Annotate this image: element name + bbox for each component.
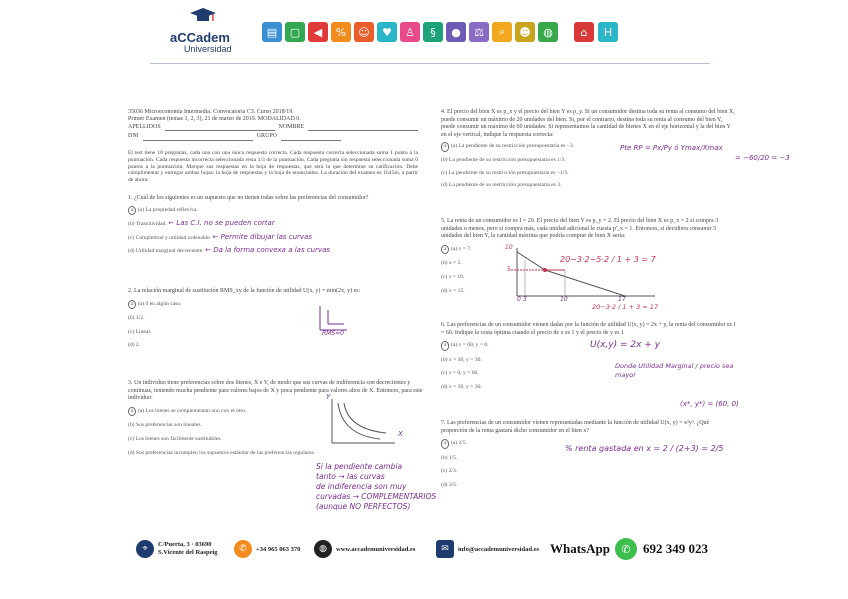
q5-tick-x-3: 3 [523, 296, 527, 303]
question-7: 7. Las preferencias de un consumidor vienen representadas mediante la función de utilidad U(x, y) = x²y³. ¿Qué proporción de la renta gastará dicho consumidor en el bien x? a (a) 2/5. (b) 1/5. (c) 2/3. (d) 3/5. [441, 420, 710, 488]
q4-note-result: = −60/20 = −3 [735, 154, 790, 162]
globe-icon: ◍ [314, 540, 332, 558]
question-4: 4. El precio del bien X es p_x y el precio del bien Y es p_y. Si un consumidor destina toda su renta al consumo del bien X, puede consumir un máximo de 20 unidades del bien. Si, por el contrario, destina toda su renta al consumo del bien Y, puede consumir un máximo de 60 unidades. Si representamos la cantidad de bienes X en el eje horizontal y la del bien Y en el eje vertical, indique la respuesta correcta: a (a) La pendiente de su restricción presupuestaria es −3. (b) La pendiente de su restricción presupuestaria es 1/3. (c) La pendiente de su restricción presupuestaria es −1/3. (d) La pendiente de su restricción presupuestaria es 3. [441, 109, 735, 189]
question-1: 1. ¿Cuál de los siguientes es un supuesto que no tienen todas sobre las preferencias del consumidor? a (a) La propiedad reflexiva. (b) Transitividad. ← Las C.I. no se pueden cortar (c) Completitud y utilidad ordenable. ← Permite dibujar las curvas (d) Utilidad marginal decreciente. ← Da la forma convexa a las curvas [128, 195, 369, 255]
q5-tick-x-10: 10 [560, 296, 568, 303]
q5-tick-y-5: 5 [507, 266, 511, 273]
footer-web[interactable]: ◍ www.accademuniversidad.es [314, 540, 415, 558]
email-icon: ✉ [436, 540, 454, 558]
globe-icon[interactable]: ◍ [538, 22, 558, 42]
exam-session: Primer Examen (temas 1, 2, 3), 21 de marzo de 2019. MODALIDAD 0. [128, 116, 301, 123]
document-icon[interactable]: ▢ [285, 22, 305, 42]
megaphone-icon[interactable]: ◀ [308, 22, 328, 42]
id-line: DNI GRUPO [128, 133, 418, 140]
person-icon[interactable]: ♙ [400, 22, 420, 42]
answer-mark: a [128, 407, 136, 417]
question-6: 6. Las preferencias de un consumidor vienen dadas por la función de utilidad U(x, y) = 2x + y, la renta del consumidor es I = 60. Indique la cesta óptima cuando el precio de x es 1 y el precio de y es 1 a (a) x = 60, y = 0. (b) x = 30, y = 30. (c) x = 0, y = 60. (d) x = 30, y = 30. [441, 322, 736, 390]
footer-phone[interactable]: ✆ +34 965 063 370 [234, 540, 300, 558]
name-line: APELLIDOS NOMBRE [128, 124, 418, 131]
percent-icon[interactable]: % [331, 22, 351, 42]
whatsapp-label: WhatsApp [550, 541, 610, 556]
question-3: 3. Un individuo tiene preferencias sobre dos bienes, X e Y, de modo que sus curvas de indiferencia son decrecientes y continuas, teniendo mucha pendiente para valores bajos de X y poca pendiente para valores altos de X. Entonces, para este individuo: a (a) Los bienes se complementan uno con el otro. (b) Sus preferencias son lineales. (c) Los bienes son fácilmente sustituibles. (d) Sus preferencias incumplen los supuestos estándar de las preferencias regulares. [128, 380, 423, 456]
q5-note-calc2: 20−3·2 / 1 + 3 = 17 [592, 303, 659, 311]
exam-course: 35036 Microeconomía Intermedia. Convocatoria C3. Curso 2018/19. [128, 109, 294, 115]
answer-mark: a [441, 439, 449, 449]
footer-address: ⌖ C/Puerta, 3 · 03690 S.Vicente del Raspeig [136, 540, 218, 558]
q5-tick-x-17: 17 [618, 296, 626, 303]
footer-email[interactable]: ✉ info@accademuniversidad.es [436, 540, 539, 558]
location-pin-icon: ⌖ [136, 540, 154, 558]
pill-icon[interactable]: ● [446, 22, 466, 42]
q3-axis-x: X [398, 430, 403, 438]
phone-icon: ✆ [234, 540, 252, 558]
dna-icon[interactable]: § [423, 22, 443, 42]
building-icon[interactable]: ⌂ [574, 22, 594, 42]
magnifier-icon[interactable]: ⌕ [492, 22, 512, 42]
header-divider [150, 63, 710, 64]
q5-tick-x-0: 0 [517, 296, 521, 303]
indifference-curve-sketch [320, 395, 410, 450]
question-5: 5. La renta de un consumidor es I = 20. El precio del bien Y es p_y = 2. El precio del bien X es p_x = 2 si compra 3 unidades o menos, pero si compra más, cada unidad adicional le cuesta p'_x = 1. Entonces, si decidiera consumir 5 unidades del bien Y, la cantidad máxima que podría comprar de bien X sería: a (a) x = 7. (b) x = 5. (c) x = 10. (d) x = 15. [441, 218, 719, 294]
whatsapp-number: 692 349 023 [642, 541, 708, 556]
answer-mark: a [128, 300, 136, 310]
people-icon[interactable]: ☺ [354, 22, 374, 42]
answer-mark: a [441, 245, 449, 255]
header-icon-row-right [574, 22, 618, 42]
q6-note-utility: U(x,y) = 2x + y [590, 340, 661, 350]
q3-axis-y: Y [326, 393, 331, 401]
footer-whatsapp[interactable] [550, 538, 708, 560]
answer-mark: a [441, 142, 449, 152]
chart-icon[interactable]: ▤ [262, 22, 282, 42]
answer-mark: a [441, 341, 449, 351]
q2-note: RMS=0 [322, 330, 344, 337]
q6-note-optimum: (x*, y*) = (60, 0) [680, 400, 739, 408]
answer-mark: a [128, 206, 136, 216]
brand-subtitle: Universidad [184, 44, 232, 54]
heart-icon[interactable]: ♥ [377, 22, 397, 42]
q7-note: % renta gastada en x = 2 / (2+3) = 2/5 [565, 444, 724, 453]
hospital-icon[interactable]: H [598, 22, 618, 42]
exam-header [128, 109, 418, 141]
question-2: 2. La relación marginal de sustitución RMS_xy de la función de utilidad U(x, y) = min(2x, y) es: a (a) 0 en algún caso. (b) 1/2. (c) Lineal. (d) 2. [128, 288, 361, 349]
header-icon-row [262, 22, 558, 42]
q6-note-rule: Donde Utilidad Marginal / precio sea mayor [615, 362, 734, 379]
exam-instructions: El test tiene 18 preguntas, cada una con una única respuesta correcta. Cada respuesta correcta seleccionada suma 1 punto a la puntuación. Cada respuesta incorrecta seleccionada resta 1/3 de la puntuación. Cada pregunta sin respuesta seleccionada suma 0 puntos a la puntuación. Marque sus respuestas en la hoja de respuestas, que será la que determine su calificación. Debe cumplimentar y entregar ambas hojas: la hoja de respuestas y la hoja de enunciados. La duración del examen es 1h45m, a partir de ahora. [128, 150, 418, 184]
q5-tick-y-10: 10 [505, 244, 513, 251]
brand-name[interactable]: aCCadem [170, 30, 230, 45]
q5-note-calc: 20−3·2−5·2 / 1 + 3 = 7 [560, 255, 656, 264]
q3-note: Si la pendiente cambia tanto → las curvas de indiferencia son muy curvadas → COMPLEMENTARIOS (aunque NO PERFECTOS) [316, 462, 437, 511]
graduation-cap-icon [190, 8, 216, 24]
scale-icon[interactable]: ⚖ [469, 22, 489, 42]
footer [136, 538, 736, 562]
smiley-icon[interactable]: ☻ [515, 22, 535, 42]
q4-note-formula: Pte RP = Px/Py ó Ymax/Xmax [620, 144, 723, 152]
whatsapp-icon: ✆ [615, 538, 637, 560]
